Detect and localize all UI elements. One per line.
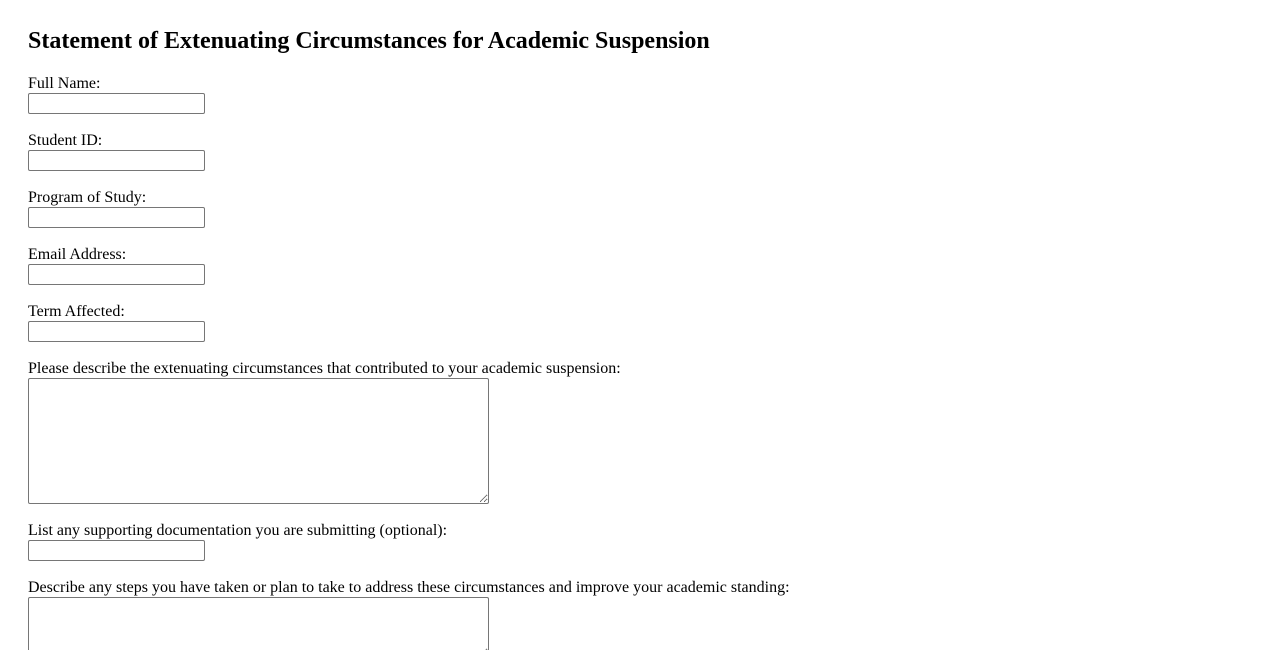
- full-name-input[interactable]: [28, 93, 205, 114]
- full-name-label: Full Name:: [28, 75, 101, 92]
- email-address-label: Email Address:: [28, 246, 127, 263]
- improvement-steps-textarea[interactable]: [28, 597, 489, 650]
- student-id-input[interactable]: [28, 150, 205, 171]
- program-of-study-input[interactable]: [28, 207, 205, 228]
- circumstances-textarea[interactable]: [28, 378, 489, 504]
- form-title: Statement of Extenuating Circumstances for Academic Suspension: [28, 28, 710, 54]
- student-id-label: Student ID:: [28, 132, 103, 149]
- circumstances-label: Please describe the extenuating circumstances that contributed to your academic suspension:: [28, 360, 621, 377]
- improvement-steps-label: Describe any steps you have taken or plan to take to address these circumstances and improve your academic standing:: [28, 579, 790, 596]
- term-affected-label: Term Affected:: [28, 303, 125, 320]
- supporting-documentation-input[interactable]: [28, 540, 205, 561]
- supporting-documentation-label: List any supporting documentation you are submitting (optional):: [28, 522, 448, 539]
- term-affected-input[interactable]: [28, 321, 205, 342]
- email-address-input[interactable]: [28, 264, 205, 285]
- program-of-study-label: Program of Study:: [28, 189, 147, 206]
